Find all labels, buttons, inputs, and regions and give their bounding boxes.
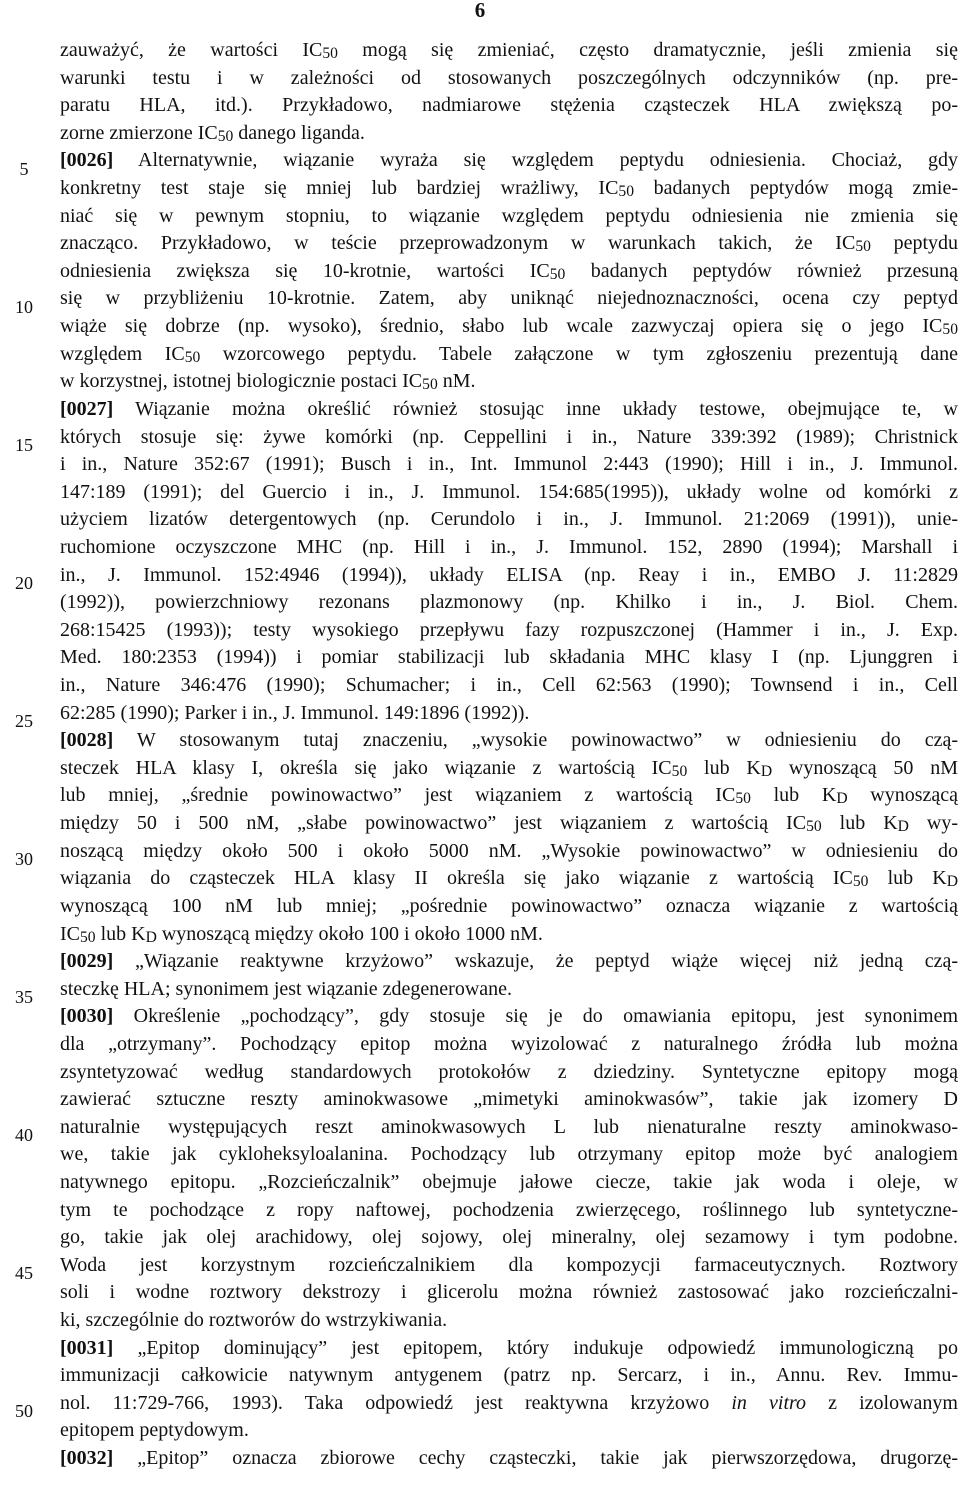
text-run: „Epitop” oznacza zbiorowe cechy cząsteczki, takie jak pierwszorzędowa, drugorzę- <box>113 1447 958 1470</box>
text-run: W stosowanym tutaj znaczeniu, „wysokie powinowactwo” w odniesieniu do czą- <box>113 729 958 752</box>
text-line <box>60 617 958 645</box>
text-run: soli i wodne roztwory dekstrozy i glicerolu można również zastosować jako rozcieńczalni- <box>60 1281 958 1304</box>
text-run: „Wiązanie reaktywne krzyżowo” wskazuje, że peptyd wiąże więcej niż jedną czą- <box>113 950 958 973</box>
text-run: dla „otrzymany”. Pochodzący epitop można wyizolować z naturalnego źródła lub można <box>60 1032 958 1055</box>
line-number: 10 <box>15 297 33 317</box>
text-run: wiązania do cząsteczek HLA klasy II określa się jako wiązanie z wartością IC <box>60 867 853 890</box>
text-line <box>60 921 958 949</box>
text-run: w korzystnej, istotnej biologicznie postaci IC <box>60 370 423 393</box>
text-run: in., J. Immunol. 152:4946 (1994)), układy ELISA (np. Reay i in., EMBO J. 11:2829 <box>60 563 958 586</box>
text-run: 268:15425 (1993)); testy wysokiego przepływu fazy rozpuszczonej (Hammer i in., J. Exp. <box>60 618 958 641</box>
text-line <box>60 203 958 231</box>
text-run: noszącą między około 500 i około 5000 nM. „Wysokie powinowactwo” w odniesieniu do <box>60 839 958 862</box>
subscript: 50 <box>735 790 751 808</box>
text-run: lub mniej, „średnie powinowactwo” jest wiązaniem z wartością IC <box>60 784 736 807</box>
text-run: zauważyć, że wartości IC <box>60 39 323 61</box>
text-line <box>60 451 958 479</box>
text-line <box>60 838 958 866</box>
text-line <box>60 1059 958 1087</box>
line-number: 15 <box>15 435 33 455</box>
text-run: paratu HLA, itd.). Przykładowo, nadmiarowe stężenia cząsteczek HLA zwiększą po- <box>60 94 958 117</box>
text-line <box>60 810 958 838</box>
text-line <box>60 1362 958 1390</box>
text-run: go, takie jak olej arachidowy, olej sojowy, olej mineralny, olej sezamowy i tym podobne. <box>60 1226 958 1249</box>
text-line <box>60 506 958 534</box>
paragraph-number: [0027] <box>60 397 114 420</box>
text-run: się w przybliżeniu 10-krotnie. Zatem, aby uniknąć niejednoznaczności, ocena czy peptyd <box>60 287 958 310</box>
text-line <box>60 479 958 507</box>
text-run: immunizacji całkowicie natywnym antygenem (patrz np. Sercarz, i in., Annu. Rev. Immu- <box>60 1364 958 1387</box>
text-run: odniesienia zwiększa się 10-krotnie, wartości IC <box>60 259 550 282</box>
text-run: wzorcowego peptydu. Tabele załączone w tym zgłoszeniu prezentują dane <box>200 342 958 365</box>
text-run: we, takie jak cykloheksyloalanina. Pochodzący lub otrzymany epitop może być analogiem <box>60 1143 958 1166</box>
line-number: 20 <box>15 573 33 593</box>
text-run: zsyntetyzować według standardowych protokołów z dziedziny. Syntetyczne epitopy mogą <box>60 1060 958 1083</box>
text-line <box>60 1086 958 1114</box>
text-line <box>60 1224 958 1252</box>
text-run: „Epitop dominujący” jest epitopem, który indukuje odpowiedź immunologiczną po <box>113 1336 958 1359</box>
text-line <box>60 1141 958 1169</box>
text-run: wynoszącą 50 nM <box>772 756 958 779</box>
text-run: użyciem lizatów detergentowych (np. Cerundolo i in., J. Immunol. 21:2069 (1991)), unie- <box>60 508 958 531</box>
paragraph-number: [0030] <box>60 1005 114 1028</box>
text-line <box>60 865 958 893</box>
paragraph-number: [0032] <box>60 1447 114 1470</box>
text-run: Alternatywnie, wiązanie wyraża się względem peptydu odniesienia. Chociaż, gdy <box>113 149 958 172</box>
text-run: lub K <box>687 756 761 779</box>
text-line <box>60 1031 958 1059</box>
subscript: 50 <box>184 348 201 366</box>
text-run: badanych peptydów mogą zmie- <box>634 177 958 200</box>
text-line <box>60 396 958 424</box>
text-line <box>60 1114 958 1142</box>
text-line <box>60 92 958 120</box>
text-run: których stosuje się: żywe komórki (np. Ceppellini i in., Nature 339:392 (1989); Christnick <box>60 425 958 448</box>
text-run: i in., Nature 352:67 (1991); Busch i in., Int. Immunol 2:443 (1990); Hill i in., J. Immunol. <box>60 453 958 476</box>
text-line <box>60 782 958 810</box>
text-line <box>60 1279 958 1307</box>
text-line <box>60 1445 958 1473</box>
text-run: ki, szczególnie do roztworów do wstrzykiwania. <box>60 1309 448 1332</box>
text-run: Med. 180:2353 (1994)) i pomiar stabilizacji lub składania MHC klasy I (np. Ljunggren i <box>60 646 958 669</box>
text-line <box>60 672 958 700</box>
text-run: zawierać sztuczne reszty aminokwasowe „mimetyki aminokwasów”, takie jak izomery D <box>60 1088 958 1111</box>
text-line <box>60 589 958 617</box>
text-line <box>60 1003 958 1031</box>
text-line <box>60 230 958 258</box>
text-line <box>60 644 958 672</box>
text-line <box>60 341 958 369</box>
text-run: lub K <box>95 922 146 945</box>
text-line <box>60 258 958 286</box>
page-number: 6 <box>474 0 486 22</box>
subscript: D <box>760 762 773 780</box>
text-line <box>60 1335 958 1363</box>
text-line <box>60 948 958 976</box>
text-line <box>60 755 958 783</box>
subscript: 50 <box>217 127 234 145</box>
body-text <box>60 37 958 1473</box>
text-line <box>60 313 958 341</box>
subscript: 50 <box>855 238 871 256</box>
line-number: 40 <box>15 1125 33 1145</box>
text-run: nol. 11:729-766, 1993). Taka odpowiedź jest reaktywna krzyżowo <box>60 1391 732 1414</box>
text-run: wiąże się dobrze (np. wysoko), średnio, słabo lub wcale zazwyczaj opiera się o jego IC <box>60 315 943 338</box>
text-run: 147:189 (1991); del Guercio i in., J. Immunol. 154:685(1995)), układy wolne od komórki z <box>60 480 958 503</box>
text-run: lub K <box>750 784 837 807</box>
subscript: 50 <box>806 817 822 835</box>
text-run: względem IC <box>60 342 185 365</box>
text-run: z izolowanym <box>806 1391 958 1414</box>
text-line <box>60 37 958 65</box>
text-run: warunki testu i w zależności od stosowanych poszczególnych odczynników (np. pre- <box>60 66 958 89</box>
text-run: wy- <box>908 812 958 835</box>
line-number-gutter <box>0 0 48 1511</box>
text-line <box>60 1417 958 1445</box>
subscript: 50 <box>852 873 869 891</box>
text-run: lub K <box>821 812 898 835</box>
text-run: IC <box>60 922 80 945</box>
text-run: natywnego epitopu. „Rozcieńczalnik” obejmuje jałowe ciecze, takie jak woda i oleje, w <box>60 1170 958 1193</box>
paragraph-number: [0031] <box>60 1336 114 1359</box>
line-number: 30 <box>15 849 33 869</box>
subscript: 50 <box>618 182 635 200</box>
text-line <box>60 424 958 452</box>
text-line <box>60 700 958 728</box>
text-line <box>60 120 958 148</box>
line-number: 35 <box>15 987 33 1007</box>
text-run: naturalnie występujących reszt aminokwasowych L lub nienaturalne reszty aminokwaso- <box>60 1115 958 1138</box>
text-run: steczek HLA klasy I, określa się jako wiązanie z wartością IC <box>60 756 672 779</box>
subscript: 50 <box>422 376 438 394</box>
text-run: Wiązanie można określić również stosując inne układy testowe, obejmujące te, w <box>113 397 958 420</box>
text-line <box>60 534 958 562</box>
line-number: 25 <box>15 711 33 731</box>
text-run: (1992)), powierzchniowy rezonans plazmonowy (np. Khilko i in., J. Biol. Chem. <box>60 591 958 614</box>
subscript: 50 <box>549 265 566 283</box>
paragraph-number: [0028] <box>60 729 114 752</box>
text-line <box>60 1197 958 1225</box>
subscript: D <box>145 928 157 946</box>
line-number: 50 <box>15 1401 33 1421</box>
text-run: nM. <box>437 370 476 393</box>
subscript: 50 <box>322 44 338 62</box>
text-run: lub K <box>868 867 947 890</box>
italic-text: in vitro <box>731 1391 807 1414</box>
text-line <box>60 1169 958 1197</box>
text-run: między 50 i 500 nM, „słabe powinowactwo” jest wiązaniem z wartością IC <box>60 812 807 835</box>
text-run: peptydu <box>870 232 958 255</box>
text-line <box>60 147 958 175</box>
text-run: mogą się zmieniać, często dramatycznie, jeśli zmienia się <box>337 39 958 61</box>
text-run: znacząco. Przykładowo, w teście przeprowadzonym w warunkach takich, że IC <box>60 232 856 255</box>
subscript: 50 <box>671 762 688 780</box>
text-run: zorne zmierzone IC <box>60 121 218 144</box>
subscript: D <box>836 790 848 808</box>
text-line <box>60 1252 958 1280</box>
text-line <box>60 976 958 1004</box>
text-run: Określenie „pochodzący”, gdy stosuje się je do omawiania epitopu, jest synonimem <box>113 1005 958 1028</box>
subscript: 50 <box>942 320 958 338</box>
paragraph-number: [0026] <box>60 149 114 172</box>
text-line <box>60 65 958 93</box>
text-run: 62:285 (1990); Parker i in., J. Immunol. 149:1896 (1992)). <box>60 701 530 724</box>
text-run: in., Nature 346:476 (1990); Schumacher; i in., Cell 62:563 (1990); Townsend i in., Cell <box>60 674 958 697</box>
text-run: tym te pochodzące z ropy naftowej, pochodzenia zwierzęcego, roślinnego lub syntetyczne- <box>60 1198 958 1221</box>
text-run: wynoszącą <box>847 784 958 807</box>
text-line <box>60 1390 958 1418</box>
text-line <box>60 562 958 590</box>
text-run: badanych peptydów również przesuną <box>565 259 958 282</box>
text-run: wynoszącą 100 nM lub mniej; „pośrednie powinowactwo” oznacza wiązanie z wartością <box>60 894 958 917</box>
text-line <box>60 727 958 755</box>
subscript: D <box>897 817 909 835</box>
text-line <box>60 1307 958 1335</box>
text-run: steczkę HLA; synonimem jest wiązanie zdegenerowane. <box>60 977 513 1000</box>
text-line <box>60 368 958 396</box>
text-run: wynoszącą między około 100 i około 1000 nM. <box>156 922 543 945</box>
line-number: 45 <box>15 1263 33 1283</box>
text-run: epitopem peptydowym. <box>60 1419 249 1442</box>
text-run: niać się w pewnym stopniu, to wiązanie względem peptydu odniesienia nie zmienia się <box>60 204 958 227</box>
text-run: konkretny test staje się mniej lub bardziej wrażliwy, IC <box>60 177 619 200</box>
line-number: 5 <box>19 159 29 179</box>
text-line <box>60 893 958 921</box>
text-run: Woda jest korzystnym rozcieńczalnikiem dla kompozycji farmaceutycznych. Roztwory <box>60 1253 958 1276</box>
text-line <box>60 285 958 313</box>
subscript: 50 <box>80 928 96 946</box>
text-run: ruchomione oczyszczone MHC (np. Hill i in., J. Immunol. 152, 2890 (1994); Marshall i <box>60 535 958 558</box>
paragraph-number: [0029] <box>60 950 114 973</box>
text-line <box>60 175 958 203</box>
subscript: D <box>946 873 958 891</box>
text-run: danego liganda. <box>233 121 365 144</box>
